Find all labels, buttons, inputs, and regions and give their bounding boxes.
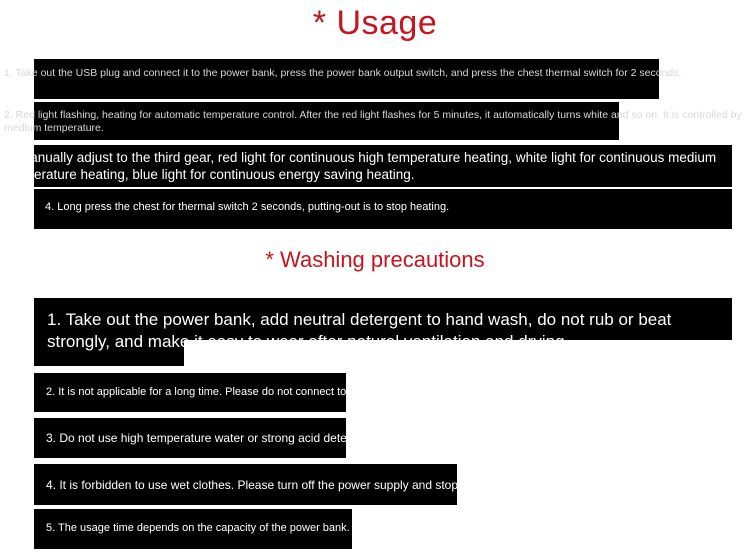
washing-item-5: 5. The usage time depends on the capacity of the power bank. <box>46 522 350 534</box>
usage-step-1: 1. Take out the USB plug and connect it to the power bank, press the power bank output switch, and press the chest thermal switch for 2 seconds. <box>4 67 682 79</box>
washing-item-3: 3. Do not use high temperature water or strong acid detergent. <box>46 431 378 445</box>
washing-item-1: 1. Take out the power bank, add neutral detergent to hand wash, do not rub or beat strongly, and make it easy to wear after natural ventilation and drying. <box>47 310 672 352</box>
washing-item-2: 2. It is not applicable for a long time. Please do not connect to power bank. <box>46 386 410 398</box>
usage-step-3: 3. Manually adjust to the third gear, red light for continuous high temperature heating, white light for continuous medium temperature heating, blue light for continuous energy saving heating. <box>4 150 717 182</box>
usage-step-4: 4. Long press the chest for thermal switch 2 seconds, putting-out is to stop heating. <box>45 201 450 213</box>
washing-title: * Washing precautions <box>265 247 485 272</box>
usage-step-2: 2. Red light flashing, heating for automatic temperature control. After the red light flashes for 5 minutes, it automatically turns white and so on. It is controlled by medium temperature. <box>4 109 742 135</box>
washing-item-4: 4. It is forbidden to use wet clothes. Please turn off the power supply and stop using it when getting wet and warm. <box>46 478 653 492</box>
usage-title: * Usage <box>312 4 438 42</box>
